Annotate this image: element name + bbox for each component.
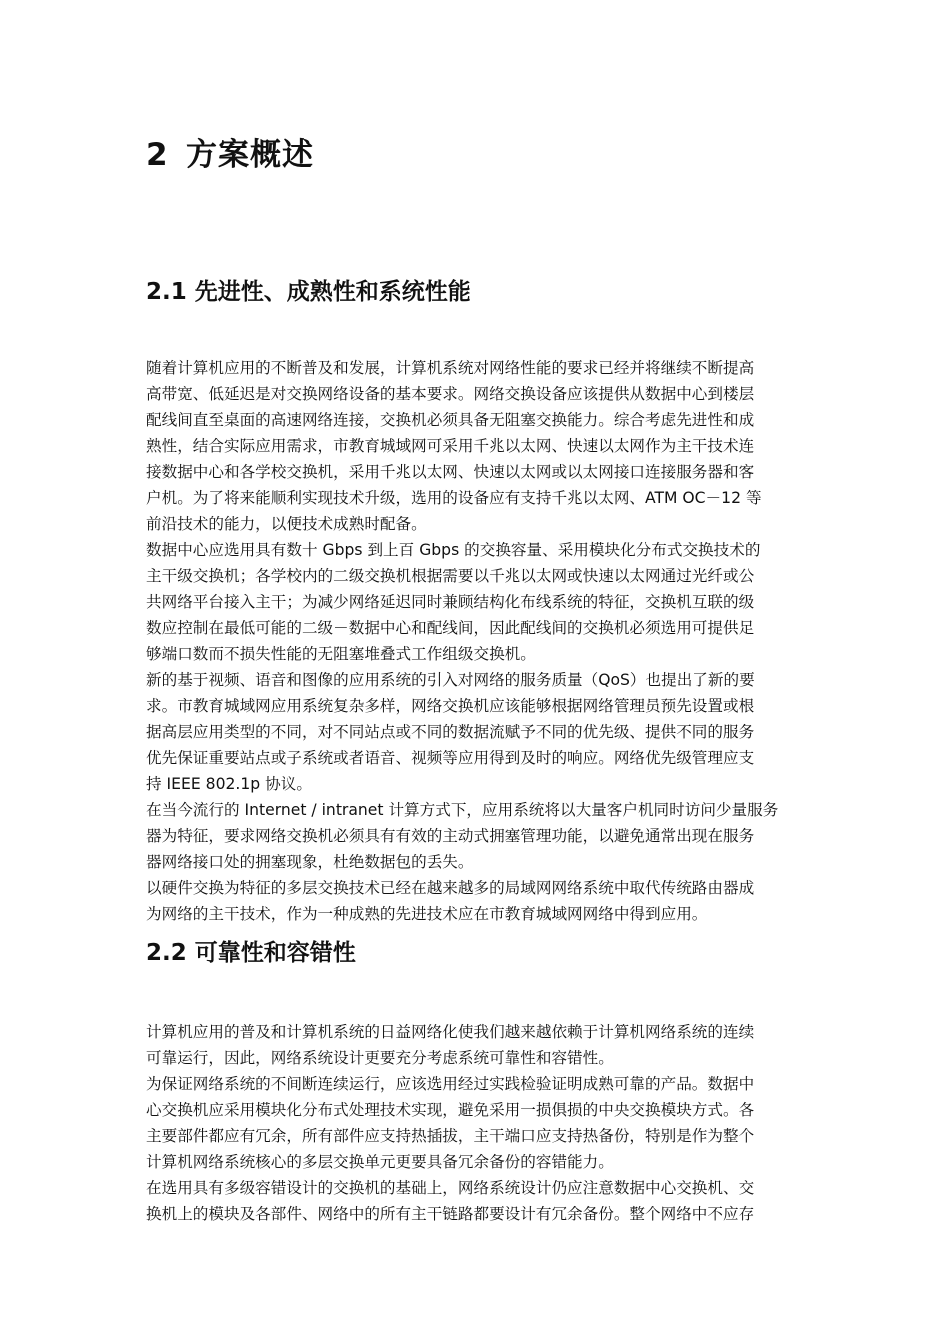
- body-text-line: 前沿技术的能力，以便技术成熟时配备。: [146, 515, 427, 533]
- body-text-line: 熟性，结合实际应用需求，市教育城域网可采用千兆以太网、快速以太网作为主干技术连: [146, 437, 755, 455]
- chapter-title-text: 方案概述: [186, 137, 314, 173]
- section-2-2-body: [146, 1019, 811, 1227]
- body-text-line: 求。市教育城域网应用系统复杂多样，网络交换机应该能够根据网络管理员预先设置或根: [146, 697, 755, 715]
- body-text-line: 可靠运行，因此，网络系统设计更要充分考虑系统可靠性和容错性。: [146, 1049, 614, 1067]
- section-heading-2-2: [146, 934, 356, 967]
- body-text-line: 共网络平台接入主干；为减少网络延迟同时兼顾结构化布线系统的特征，交换机互联的级: [146, 593, 755, 611]
- body-text-line: 接数据中心和各学校交换机，采用千兆以太网、快速以太网或以太网接口连接服务器和客: [146, 463, 755, 481]
- body-text-line: 器网络接口处的拥塞现象，杜绝数据包的丢失。: [146, 853, 474, 871]
- body-text-line: 高带宽、低延迟是对交换网络设备的基本要求。网络交换设备应该提供从数据中心到楼层: [146, 385, 755, 403]
- body-text-line: 计算机网络系统核心的多层交换单元更要具备冗余备份的容错能力。: [146, 1153, 614, 1171]
- body-text-line: 数应控制在最低可能的二级－数据中心和配线间，因此配线间的交换机必须选用可提供足: [146, 619, 755, 637]
- body-text-line: 在当今流行的 Internet / intranet 计算方式下，应用系统将以大量客户机同时访问少量服务: [146, 801, 779, 819]
- body-text-line: 数据中心应选用具有数十 Gbps 到上百 Gbps 的交换容量、采用模块化分布式交换技术的: [146, 541, 761, 559]
- body-text-line: 计算机应用的普及和计算机系统的日益网络化使我们越来越依赖于计算机网络系统的连续: [146, 1023, 755, 1041]
- body-text-line: 为网络的主干技术，作为一种成熟的先进技术应在市教育城域网网络中得到应用。: [146, 905, 708, 923]
- body-text-line: 持 IEEE 802.1p 协议。: [146, 775, 312, 793]
- body-text-line: 主干级交换机；各学校内的二级交换机根据需要以千兆以太网或快速以太网通过光纤或公: [146, 567, 755, 585]
- body-text-line: 配线间直至桌面的高速网络连接，交换机必须具备无阻塞交换能力。综合考虑先进性和成: [146, 411, 755, 429]
- body-text-line: 为保证网络系统的不间断连续运行，应该选用经过实践检验证明成熟可靠的产品。数据中: [146, 1075, 755, 1093]
- body-text-line: 够端口数而不损失性能的无阻塞堆叠式工作组级交换机。: [146, 645, 536, 663]
- body-text-line: 优先保证重要站点或子系统或者语音、视频等应用得到及时的响应。网络优先级管理应支: [146, 749, 755, 767]
- section-2-1-body: [146, 355, 811, 927]
- body-text-line: 在选用具有多级容错设计的交换机的基础上，网络系统设计仍应注意数据中心交换机、交: [146, 1179, 755, 1197]
- body-text-line: 新的基于视频、语音和图像的应用系统的引入对网络的服务质量（QoS）也提出了新的要: [146, 671, 755, 689]
- body-text-line: 主要部件都应有冗余，所有部件应支持热插拔，主干端口应支持热备份，特别是作为整个: [146, 1127, 755, 1145]
- body-text-line: 心交换机应采用模块化分布式处理技术实现，避免采用一损俱损的中央交换模块方式。各: [146, 1101, 755, 1119]
- section-number: 2.1: [146, 279, 187, 305]
- body-text-line: 据高层应用类型的不同，对不同站点或不同的数据流赋予不同的优先级、提供不同的服务: [146, 723, 755, 741]
- body-text-line: 随着计算机应用的不断普及和发展，计算机系统对网络性能的要求已经并将继续不断提高: [146, 359, 755, 377]
- body-text-line: 换机上的模块及各部件、网络中的所有主干链路都要设计有冗余备份。整个网络中不应存: [146, 1205, 755, 1223]
- body-text-line: 以硬件交换为特征的多层交换技术已经在越来越多的局域网网络系统中取代传统路由器成: [146, 879, 755, 897]
- chapter-heading: [146, 129, 314, 174]
- section-number: 2.2: [146, 940, 187, 966]
- section-title-text: 可靠性和容错性: [194, 940, 356, 966]
- body-text-line: 户机。为了将来能顺利实现技术升级，选用的设备应有支持千兆以太网、ATM OC－12 等: [146, 489, 762, 507]
- body-text-line: 器为特征，要求网络交换机必须具有有效的主动式拥塞管理功能，以避免通常出现在服务: [146, 827, 755, 845]
- section-heading-2-1: [146, 273, 471, 306]
- chapter-number: 2: [146, 137, 169, 173]
- section-title-text: 先进性、成熟性和系统性能: [194, 279, 471, 305]
